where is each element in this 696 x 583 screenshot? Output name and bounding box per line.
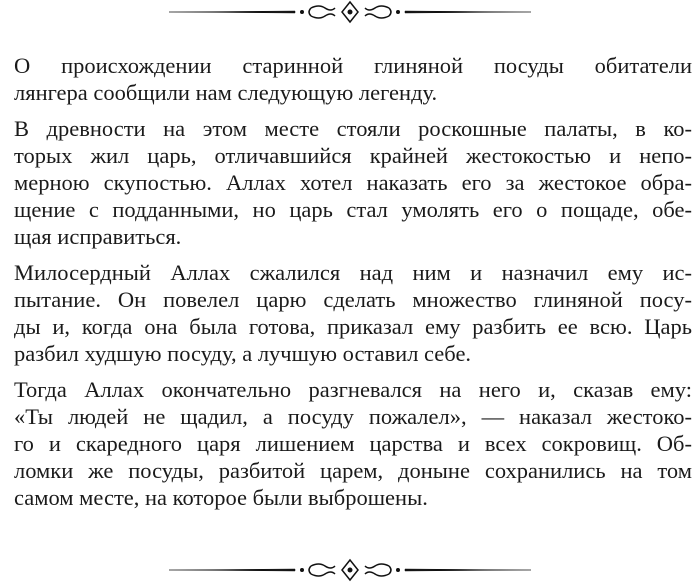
text-line: щение с подданными, но царь стал умолять его о пощаде, обе-	[14, 197, 692, 222]
text-line: ды и, когда она была готова, приказал ему разбить ее всю. Царь	[14, 314, 692, 339]
text-line: Тогда Аллах окончательно разгневался на него и, сказав ему:	[14, 377, 692, 402]
ornament-divider-top	[165, 0, 535, 24]
ornament-divider-bottom	[165, 558, 535, 582]
text-line: лянгера сообщили нам следующую легенду.	[14, 80, 438, 105]
text-line: пытание. Он повелел царю сделать множество глиняной посу-	[14, 287, 692, 312]
text-line: «Ты людей не щадил, а посуду пожалел», — наказал жестоко-	[14, 404, 692, 429]
text-line: разбил худшую посуду, а лучшую оставил себе.	[14, 341, 472, 366]
text-line: самом месте, на которое были выброшены.	[14, 485, 428, 510]
paragraph-3	[14, 259, 692, 367]
text-line: ломки же посуды, разбитой царем, доныне сохранились на том	[14, 458, 692, 483]
text-line: го и скаредного царя лишением царства и всех сокровищ. Об-	[14, 431, 692, 456]
text-line: В древности на этом месте стояли роскошные палаты, в ко-	[14, 116, 692, 141]
document-body	[14, 52, 692, 520]
paragraph-1	[14, 52, 692, 106]
text-line: мерною скупостью. Аллах хотел наказать его за жестокое обра-	[14, 170, 692, 195]
text-line: Милосердный Аллах сжалился над ним и назначил ему ис-	[14, 260, 692, 285]
text-line: О происхождении старинной глиняной посуды обитатели	[14, 53, 692, 78]
text-line: торых жил царь, отличавшийся крайней жестокостью и непо-	[14, 143, 692, 168]
paragraph-2	[14, 115, 692, 250]
text-line: щая исправиться.	[14, 224, 182, 249]
paragraph-4	[14, 376, 692, 511]
